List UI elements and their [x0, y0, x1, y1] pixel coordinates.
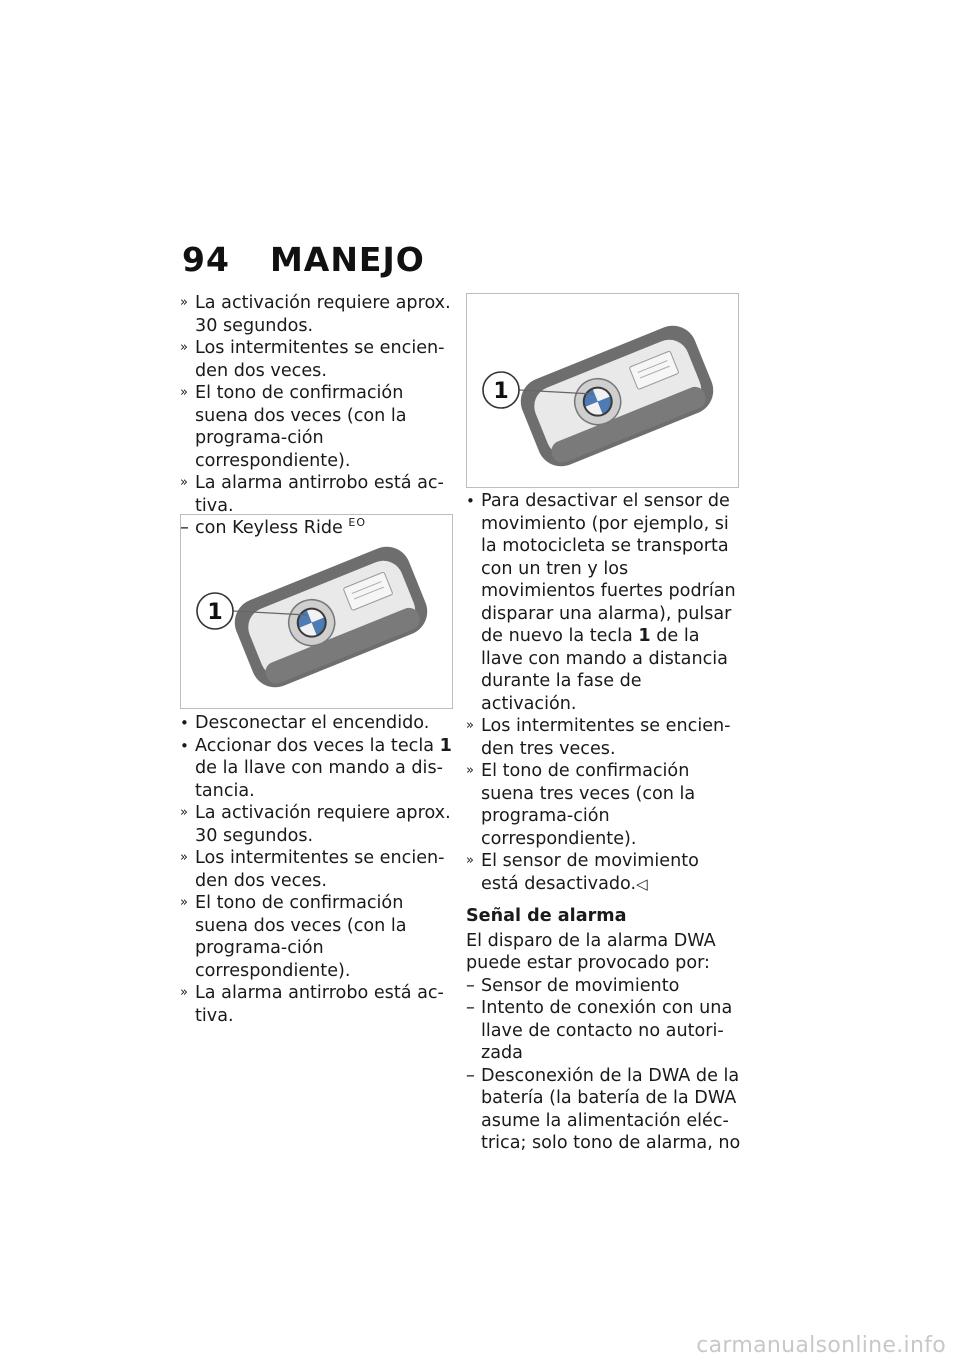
result-item: » Los intermitentes se encien-den dos veces. — [180, 338, 445, 381]
result-item: » La alarma antirrobo está ac-tiva. — [180, 473, 444, 516]
result-item: » El tono de confirmación suena dos veces (con la programa-ción correspondiente). — [180, 383, 407, 471]
result-item: » El tono de confirmación suena tres veces (con la programa-ción correspondiente). — [466, 761, 696, 849]
key-reference: 1 — [439, 735, 452, 756]
remote-key-figure — [466, 293, 739, 488]
watermark: carmanualsonline.info — [696, 1333, 946, 1358]
instruction-item: • Para desactivar el sensor de movimiento (por ejemplo, si la motocicleta se transporta con un tren y los movimientos fuertes podrían disparar una alarma), pulsar de nuevo la tecla 1 de la llave con mando a distancia durante la fase de activación. — [466, 491, 736, 714]
option-item: – con Keyless Ride $^{EO}$ — [180, 516, 367, 538]
result-item: » La activación requiere aprox. 30 segundos. — [180, 293, 451, 336]
result-item: » La activación requiere aprox. 30 segundos. — [180, 803, 451, 846]
result-item: » Los intermitentes se encien-den tres veces. — [466, 716, 731, 759]
paragraph: El disparo de la alarma DWA puede estar provocado por: — [466, 930, 716, 973]
list-item: – Sensor de movimiento — [466, 975, 680, 996]
left-column-top — [180, 292, 452, 540]
instruction-item: • Desconectar el encendido. — [180, 713, 430, 733]
left-column-bottom — [180, 712, 452, 1027]
result-item: » El sensor de movimiento está desactivado.◁ — [466, 851, 699, 894]
svg-text:1: 1 — [493, 379, 509, 404]
result-item: » El tono de confirmación suena dos veces (con la programa-ción correspondiente). — [180, 893, 407, 981]
page-header — [182, 240, 425, 279]
result-item: » Los intermitentes se encien-den dos veces. — [180, 848, 445, 891]
page-number: 94 — [182, 240, 230, 279]
remote-key-icon — [181, 515, 452, 708]
section-title: MANEJO — [269, 240, 425, 279]
right-column — [466, 490, 742, 1155]
key-reference: 1 — [638, 626, 651, 646]
svg-text:1: 1 — [207, 600, 223, 625]
list-item: – Intento de conexión con una llave de contacto no autori-zada — [466, 998, 733, 1063]
option-code: EO — [348, 516, 367, 530]
result-item: » La alarma antirrobo está ac-tiva. — [180, 983, 444, 1026]
remote-key-figure — [180, 514, 453, 709]
instruction-item: • Accionar dos veces la tecla 1 de la llave con mando a dis-tancia. — [180, 735, 452, 801]
subheading: Señal de alarma — [466, 906, 627, 926]
list-item: – Desconexión de la DWA de la batería (la batería de la DWA asume la alimentación eléc-trica; solo tono de alarma, no — [466, 1065, 741, 1153]
end-of-section-icon: ◁ — [636, 874, 648, 893]
remote-key-icon — [467, 294, 738, 487]
